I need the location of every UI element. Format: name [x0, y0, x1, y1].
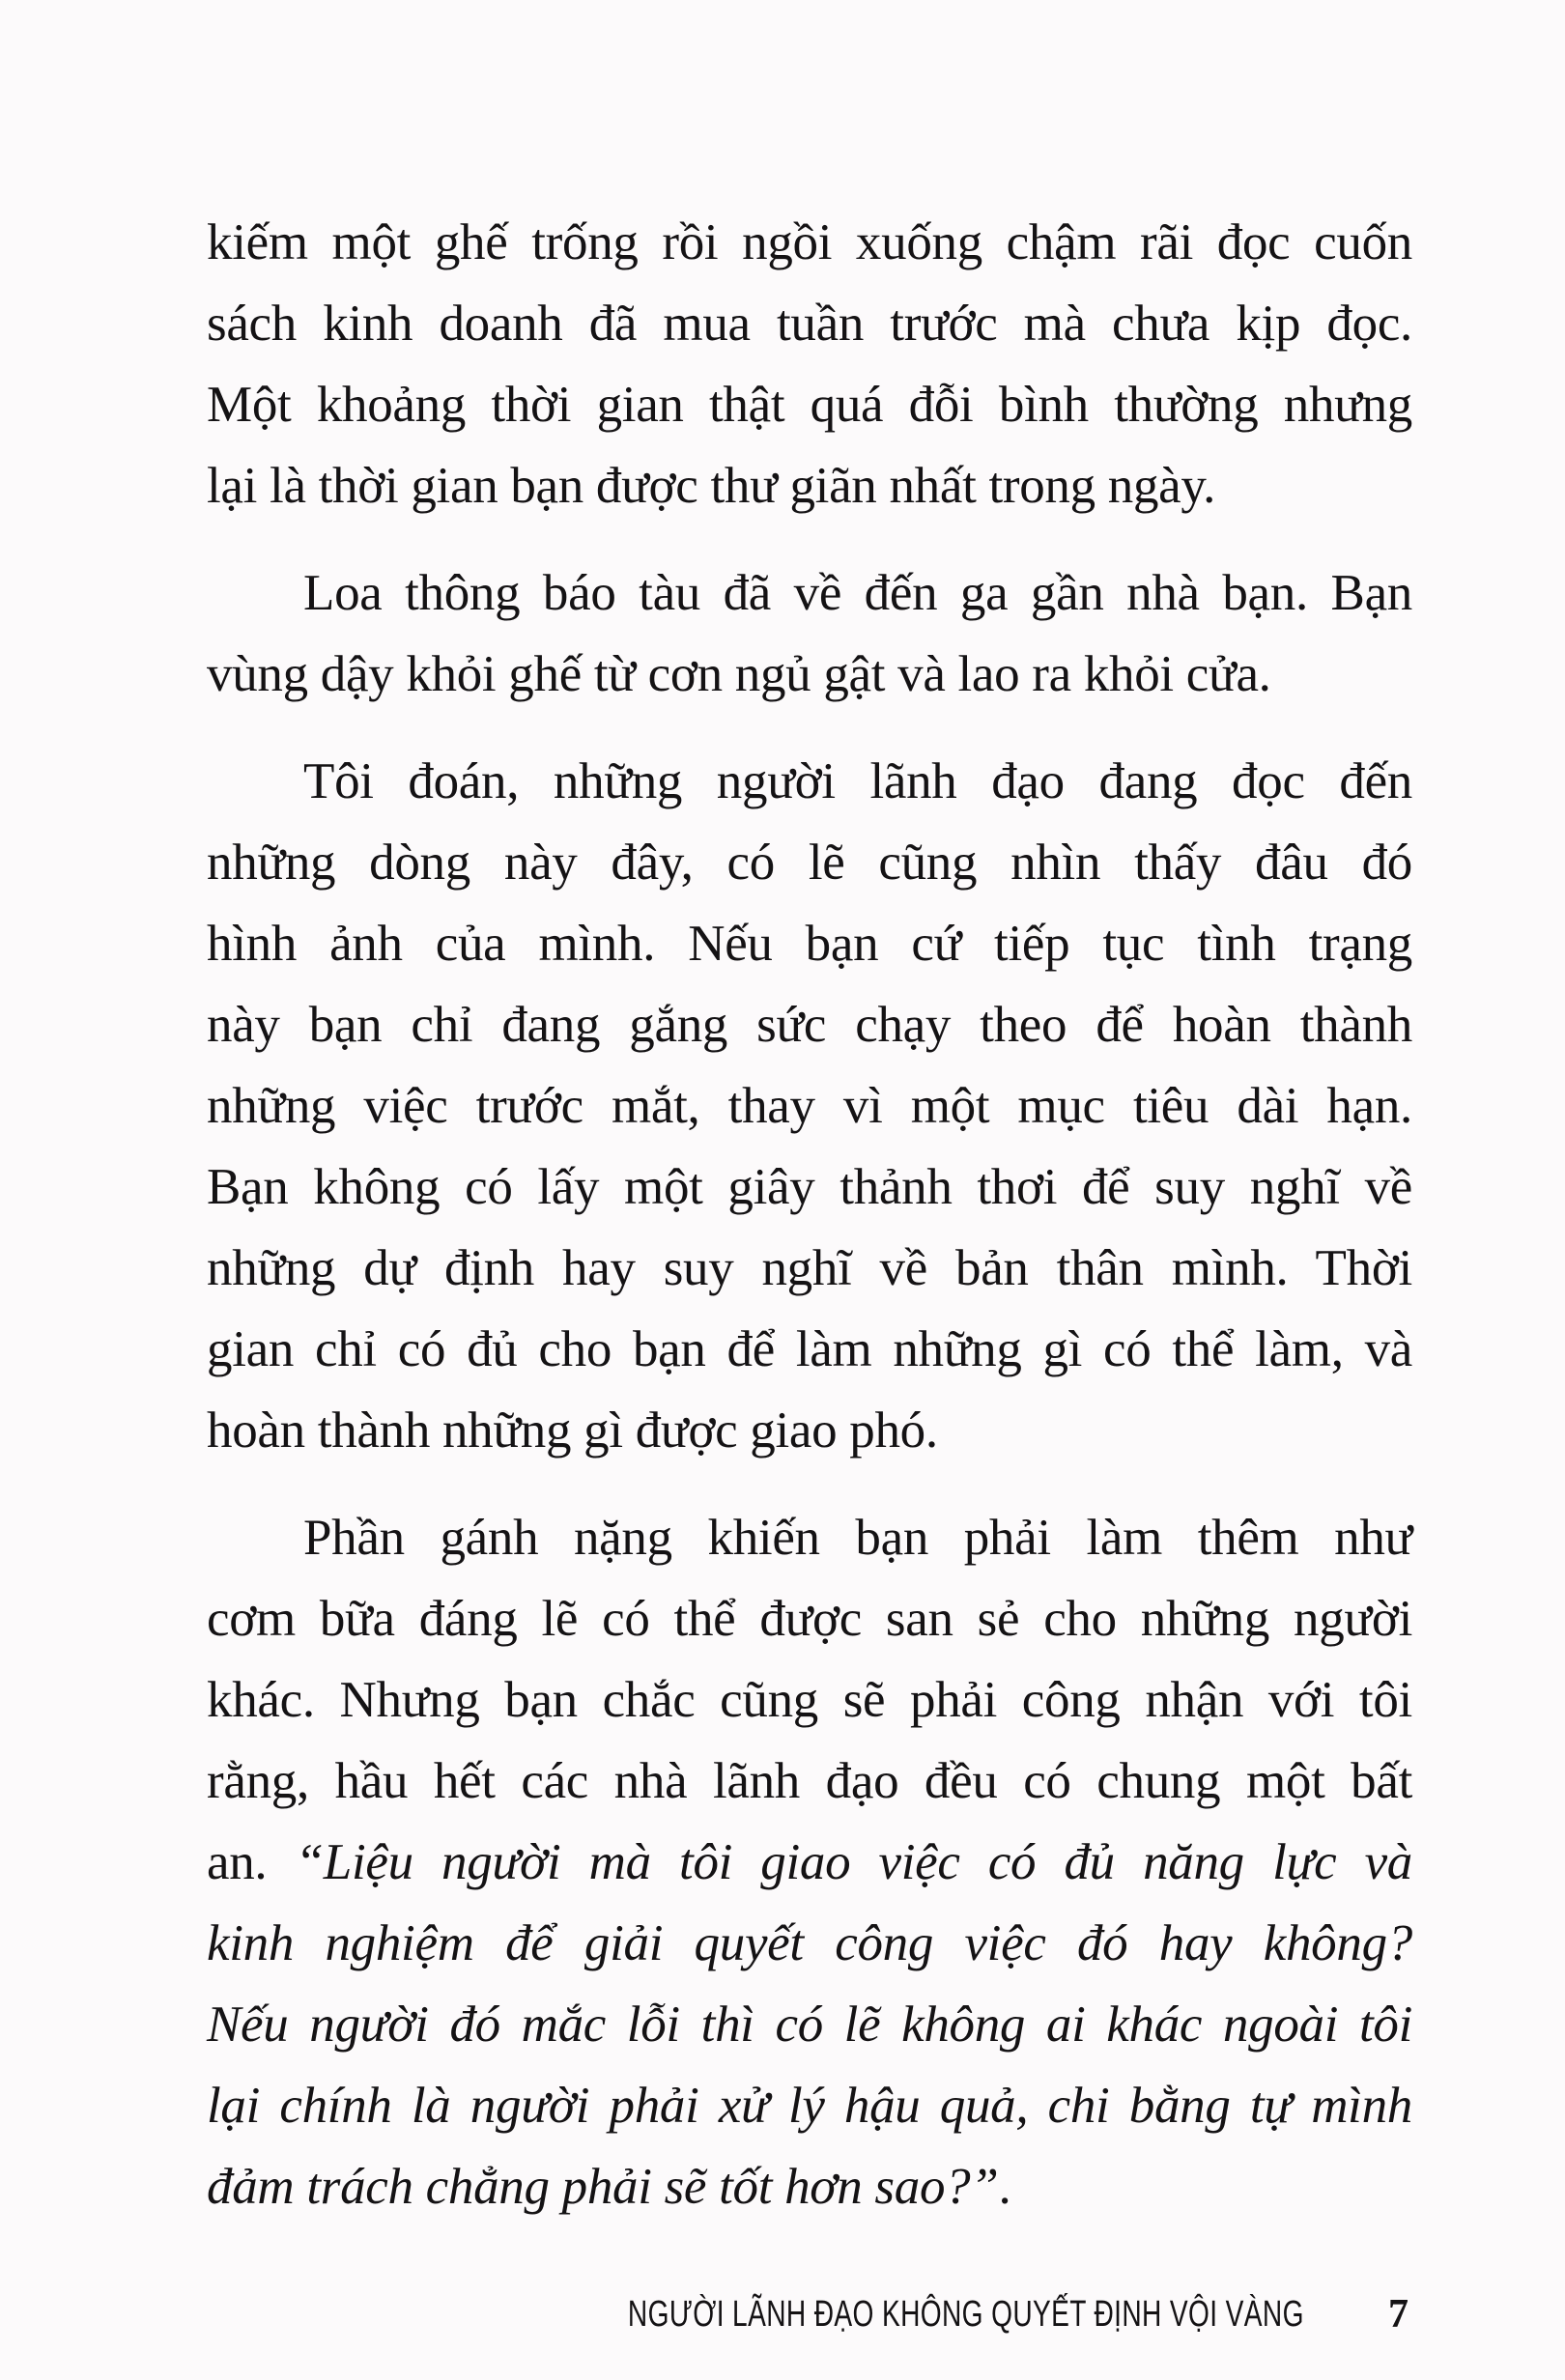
text-line: [207, 903, 1412, 984]
line-text: Phần gánh nặng khiến bạn phải làm thêm như: [303, 1510, 1412, 1566]
text-line: [207, 202, 1412, 283]
italic-quote: kinh nghiệm để giải quyết công việc đó hay không?: [207, 1915, 1412, 1971]
text-line: [207, 1228, 1412, 1309]
text-line: [207, 1390, 1412, 1471]
paragraph: [207, 552, 1412, 715]
line-text: Tôi đoán, những người lãnh đạo đang đọc đến: [303, 753, 1412, 809]
line-text: này bạn chỉ đang gắng sức chạy theo để hoàn thành: [207, 997, 1412, 1053]
line-text: lại là thời gian bạn được thư giãn nhất trong ngày.: [207, 458, 1216, 514]
line-text: vùng dậy khỏi ghế từ cơn ngủ gật và lao ra khỏi cửa.: [207, 646, 1271, 702]
line-text: những việc trước mắt, thay vì một mục tiêu dài hạn.: [207, 1078, 1412, 1134]
text-line: [207, 1659, 1412, 1741]
line-text: cơm bữa đáng lẽ có thể được san sẻ cho những người: [207, 1591, 1412, 1647]
text-line: [207, 1822, 1412, 1903]
line-text: những dự định hay suy nghĩ về bản thân mình. Thời: [207, 1240, 1412, 1296]
running-title: NGƯỜI LÃNH ĐẠO KHÔNG QUYẾT ĐỊNH VỘI VÀNG: [628, 2294, 1304, 2335]
italic-quote: đảm trách chẳng phải sẽ tốt hơn sao?”: [207, 2159, 999, 2215]
line-text: rằng, hầu hết các nhà lãnh đạo đều có chung một bất: [207, 1753, 1412, 1809]
paragraph: [207, 741, 1412, 1471]
text-line: [207, 741, 1412, 822]
page-number: 7: [1388, 2292, 1408, 2337]
line-text: kiếm một ghế trống rồi ngồi xuống chậm rãi đọc cuốn: [207, 214, 1412, 270]
text-line: [207, 634, 1412, 715]
line-text: hình ảnh của mình. Nếu bạn cứ tiếp tục tình trạng: [207, 916, 1412, 972]
text-line: [207, 822, 1412, 903]
line-text: Bạn không có lấy một giây thảnh thơi để suy nghĩ về: [207, 1159, 1412, 1215]
line-text: Một khoảng thời gian thật quá đỗi bình thường nhưng: [207, 377, 1412, 433]
text-line: [207, 283, 1412, 364]
text-line: [207, 1147, 1412, 1228]
text-line: [207, 1309, 1412, 1390]
line-text: gian chỉ có đủ cho bạn để làm những gì có thể làm, và: [207, 1321, 1412, 1377]
italic-quote: Nếu người đó mắc lỗi thì có lẽ không ai khác ngoài tôi: [207, 1997, 1412, 2053]
text-line: [207, 1578, 1412, 1659]
line-text: khác. Nhưng bạn chắc cũng sẽ phải công nhận với tôi: [207, 1672, 1412, 1728]
text-line: [207, 552, 1412, 634]
text-line: [207, 1903, 1412, 1984]
body-text: [207, 202, 1412, 2253]
text-line: [207, 984, 1412, 1065]
line-text: những dòng này đây, có lẽ cũng nhìn thấy đâu đó: [207, 835, 1412, 891]
line-text: .: [998, 2159, 1011, 2215]
text-line: [207, 1497, 1412, 1578]
line-text: Loa thông báo tàu đã về đến ga gần nhà bạn. Bạn: [303, 565, 1412, 621]
page-footer: [0, 2285, 1565, 2343]
text-line: [207, 2065, 1412, 2146]
italic-quote: “Liệu người mà tôi giao việc có đủ năng lực và: [295, 1834, 1412, 1890]
text-line: [207, 1065, 1412, 1147]
text-line: [207, 1984, 1412, 2065]
line-text: an.: [207, 1834, 296, 1890]
text-line: [207, 2146, 1412, 2227]
text-line: [207, 445, 1412, 526]
line-text: sách kinh doanh đã mua tuần trước mà chưa kịp đọc.: [207, 296, 1412, 352]
paragraph: [207, 1497, 1412, 2227]
italic-quote: lại chính là người phải xử lý hậu quả, chi bằng tự mình: [207, 2078, 1412, 2134]
paragraph: [207, 202, 1412, 526]
text-line: [207, 1741, 1412, 1822]
line-text: hoàn thành những gì được giao phó.: [207, 1402, 938, 1459]
text-line: [207, 364, 1412, 445]
